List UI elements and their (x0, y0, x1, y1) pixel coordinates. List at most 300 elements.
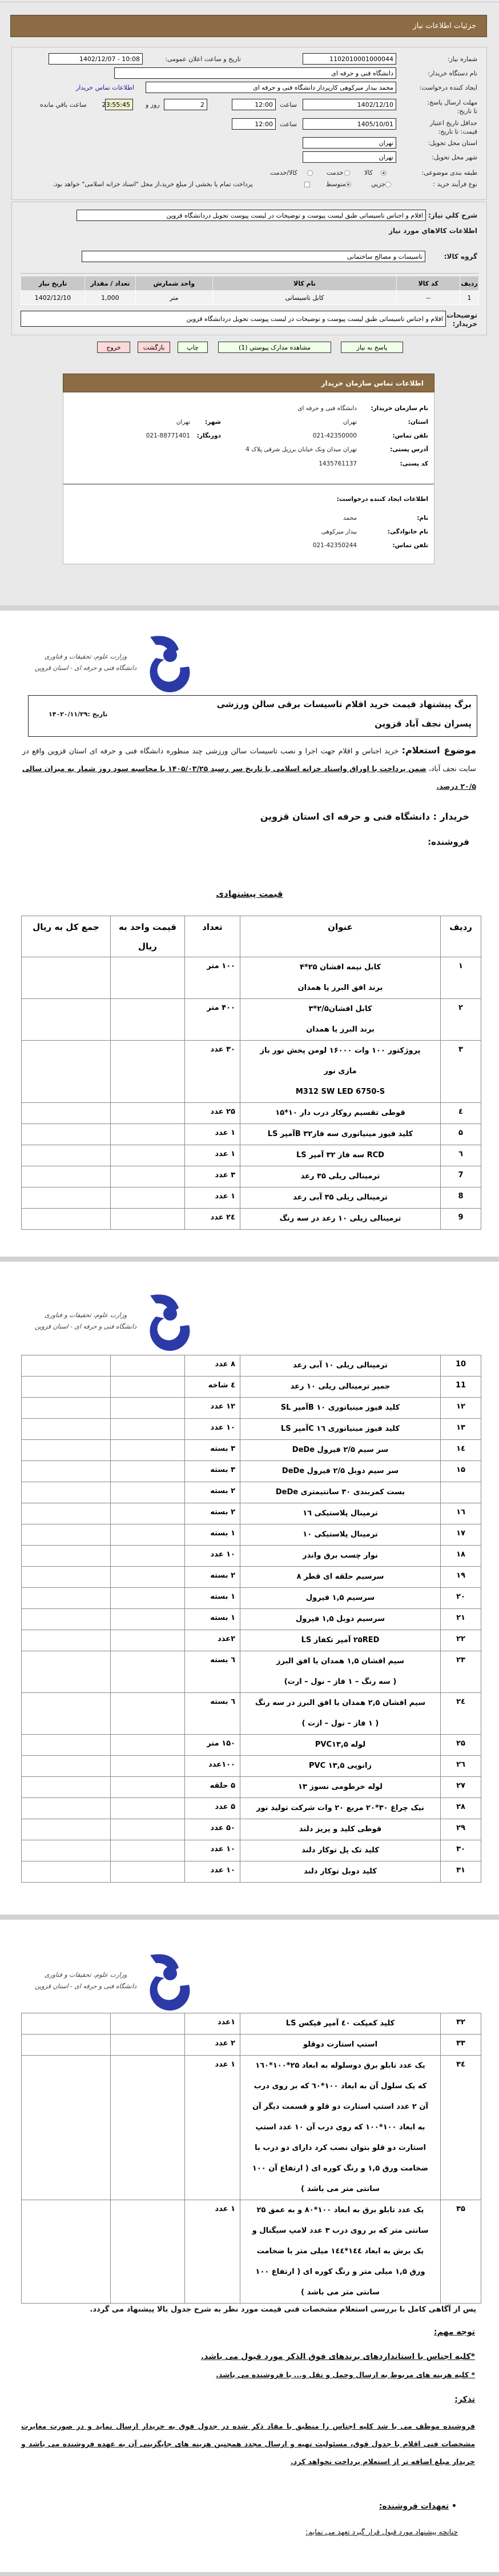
total-price-cell[interactable] (22, 1355, 111, 1377)
item-quantity: ۱ بسته (185, 1609, 240, 1630)
total-price-cell[interactable] (22, 1567, 111, 1588)
price-table (21, 2013, 481, 2304)
total-price-cell[interactable] (22, 1693, 111, 1735)
row-number: ۳٤ (441, 2056, 481, 2200)
commitments-heading: • تعهدات فروشنده: (379, 2502, 457, 2511)
row-number: ۱٤ (441, 1440, 481, 1461)
item-title (240, 1419, 441, 1440)
table-row (22, 1398, 481, 1419)
item-title-line: ترمینالی ریلی ۱۰ آبی رعد (293, 1361, 388, 1370)
item-title-line: استارت دو قلو بتوان نصب کرد دارای دو درب با (255, 2144, 426, 2152)
unit-price-cell[interactable] (111, 1777, 185, 1798)
unit-price-cell[interactable] (111, 1503, 185, 1524)
price-table-page1 (21, 916, 481, 1230)
item-title (240, 1461, 441, 1482)
column-header: جمع کل به ریال (22, 916, 111, 957)
unit-price-cell[interactable] (111, 2056, 185, 2200)
table-row (22, 1482, 481, 1503)
unit-price-cell[interactable] (111, 1145, 185, 1166)
item-quantity: ٦ بسته (185, 1693, 240, 1735)
logo-emblem-icon (139, 1291, 193, 1351)
org-label: نام سازمان خریدار: (371, 405, 428, 412)
item-title-line: جمپر ترمینالی ریلی ۱۰ رعد (290, 1382, 391, 1391)
address-value: تهران میدان ونک خیابان برزیل شرقی پلاک 4 (246, 446, 357, 453)
item-title-line: ترمینالی ریلی ۳۵ رعد (300, 1172, 380, 1181)
item-title-line: سانتی متر می باشد ) (301, 2185, 380, 2193)
important-note-2: * کلیه هزینه های مربوط به ارسال وحمل و نقل و... با فروشنده می باشد. (216, 2370, 475, 2379)
item-title-line: ترمینالی ریلی ۳۵ آبی رعد (293, 1193, 388, 1202)
item-quantity: ۱ عدد (185, 2200, 240, 2304)
table-row (22, 1461, 481, 1482)
item-title-line: ترمینالی ریلی ۱۰ رعد در سه رنگ (279, 1214, 401, 1223)
logo-line2: دانشگاه فنی و حرفه ای - استان قزوین (35, 1983, 137, 1990)
cell-row: 1 (460, 291, 479, 305)
item-title-line: که یک سلول آن به ابعاد ۱۰۰*٦۰ که بر روی درب (253, 2082, 427, 2091)
item-title (240, 1524, 441, 1546)
col-row: ردیف (460, 276, 479, 291)
page-title: جزئیات اطلاعات نیاز (413, 22, 476, 30)
document-title: برگ پیشنهاد قیمت خرید اقلام تاسیسات برقی سالن ورزشی (216, 699, 472, 709)
item-title-line: یک عدد تابلو برق به ابعاد ۱۰۰*۸۰ و به عمق ۲۵ (256, 2206, 424, 2214)
unit-price-cell[interactable] (111, 1609, 185, 1630)
row-number: ۲۸ (441, 1798, 481, 1819)
item-quantity: ۱ بسته (185, 1524, 240, 1546)
contact-title: اطلاعات تماس سازمان خریدار (321, 379, 424, 387)
total-price-cell[interactable] (22, 1041, 111, 1103)
deadline-date-field: 1402/12/10 (303, 99, 396, 110)
row-number: 11 (441, 1377, 481, 1398)
row-number: ۳۱ (441, 1861, 481, 1883)
university-logo (35, 1951, 193, 2011)
item-quantity: ۲۵ عدد (185, 1103, 240, 1124)
total-price-cell[interactable] (22, 1377, 111, 1398)
total-price-cell[interactable] (22, 2056, 111, 2200)
process-radio-minor[interactable] (385, 182, 391, 187)
col-unit: واحد شمارش (135, 276, 212, 291)
item-title-line: ضخامت ورق ۱,۵ و رنگ کوره ای ( ارتفاع آن ۱۰۰ (252, 2164, 429, 2173)
item-quantity: ۴۰۰ متر (185, 999, 240, 1041)
item-title (240, 1166, 441, 1187)
remaining-time-label: ساعت باقي مانده (40, 101, 87, 109)
table-row (22, 1756, 481, 1777)
item-title-line: بست کمربندی ۳۰ سانتیمتری DeDe (275, 1488, 405, 1496)
item-title-line: کلید فیوز مینیاتوری C ۱٦آمپر LS (280, 1425, 400, 1433)
item-quantity: ۳ عدد (185, 1166, 240, 1187)
item-quantity: ۱۲ عدد (185, 1398, 240, 1419)
goods-group-label: گروه کالا: (444, 252, 477, 260)
row-number (441, 1482, 481, 1503)
price-title: قیمت پیشنهادی (216, 889, 283, 899)
row-number: ۳۵ (441, 2200, 481, 2304)
unit-price-cell[interactable] (111, 1546, 185, 1567)
column-header: تعداد (185, 916, 240, 957)
row-number: ۱۳ (441, 1419, 481, 1440)
item-title-line: M312 SW LED 6750-S (295, 1088, 385, 1096)
table-row (22, 1145, 481, 1166)
total-price-cell[interactable] (22, 1798, 111, 1819)
table-row (22, 1355, 481, 1377)
item-title-line: ( ۱ فاز – نول – ازت ) (301, 1719, 379, 1728)
university-logo (35, 632, 193, 693)
need-details-form (0, 0, 499, 605)
subject-payment: ضمن پرداخت با اوراق واسناد خزانه اسلامی با تاریخ سر رسید ۱۴۰۵/۰۳/۲۵ با محاسبه سود روز شمار به میزان سالی ۲۰/۵ درصد. (22, 764, 476, 791)
total-price-cell[interactable] (22, 2200, 111, 2304)
table-row (22, 1124, 481, 1145)
row-number: ۱۸ (441, 1546, 481, 1567)
unit-price-cell[interactable] (111, 1355, 185, 1377)
unit-price-cell[interactable] (111, 1735, 185, 1756)
unit-price-cell[interactable] (111, 1398, 185, 1419)
cell-date: 1402/12/10 (21, 291, 85, 305)
item-title (240, 1819, 441, 1840)
table-row (22, 2013, 481, 2035)
item-quantity: ۵ حلقه (185, 1777, 240, 1798)
postal-code-label: کد پستی: (400, 460, 428, 467)
postal-code-value: 1435761137 (319, 460, 357, 467)
column-header: عنوان (240, 916, 441, 957)
table-row (22, 2056, 481, 2200)
org-value: دانشگاه فنی و حرفه ای (297, 405, 357, 412)
item-quantity: ۱۰ عدد (185, 1546, 240, 1567)
process-radio-medium[interactable] (345, 182, 351, 187)
table-row (22, 1651, 481, 1693)
item-title-line: سر سیم دوبل ۲/۵ فیرول DeDe (281, 1467, 399, 1475)
unit-price-cell[interactable] (111, 2013, 185, 2035)
item-title-line: پروژکتور ۱۰۰ وات ۱۶۰۰۰ لومن پخش نور باز (260, 1046, 421, 1055)
back-button[interactable]: بازگشت (138, 342, 170, 353)
item-quantity: ۱ عدد (185, 1187, 240, 1209)
view-attachments-button[interactable]: مشاهده مدارک پیوستي (1) (218, 342, 331, 353)
total-price-cell[interactable] (22, 1209, 111, 1230)
total-price-cell[interactable] (22, 1440, 111, 1461)
table-row (22, 1503, 481, 1524)
item-title (240, 1041, 441, 1103)
unit-price-cell[interactable] (111, 2200, 185, 2304)
total-price-cell[interactable] (22, 1103, 111, 1124)
total-price-cell[interactable] (22, 1735, 111, 1756)
contact-province-label: استان: (408, 419, 428, 426)
page-separator (0, 605, 499, 611)
contact-city-label: شهر: (205, 419, 221, 426)
unit-price-cell[interactable] (111, 1756, 185, 1777)
goods-section-title: اطلاعات کالاهاي مورد نياز (389, 227, 477, 235)
row-number: ۲۳ (441, 1651, 481, 1693)
unit-price-cell[interactable] (111, 1567, 185, 1588)
goods-table (21, 276, 479, 305)
item-title-line: سیم افشان ۱,۵ همدان یا افق البرز (276, 1657, 404, 1666)
contact-header (63, 374, 434, 392)
table-row (22, 1419, 481, 1440)
unit-price-cell[interactable] (111, 1630, 185, 1651)
unit-price-cell[interactable] (111, 1588, 185, 1609)
total-price-cell[interactable] (22, 1861, 111, 1883)
item-title-line: سرسیم دوبل ۱,۵ فیرول (295, 1615, 385, 1623)
row-number: ۲۲ (441, 1630, 481, 1651)
city-label: شهر محل تحویل: (432, 154, 477, 161)
row-number: ۳۳ (441, 2035, 481, 2056)
total-price-cell[interactable] (22, 1461, 111, 1482)
item-title-line: کلید دوبل توکار دلند (304, 1867, 377, 1876)
price-table (21, 916, 481, 1230)
reply-button[interactable]: پاسخ به نیاز (341, 342, 403, 353)
process-label: نوع فرآیند خرید : (433, 180, 477, 188)
row-number: ۱۷ (441, 1524, 481, 1546)
total-price-cell[interactable] (22, 2035, 111, 2056)
total-price-cell[interactable] (22, 1166, 111, 1187)
total-price-cell[interactable] (22, 1819, 111, 1840)
table-row (22, 1735, 481, 1756)
logo-line2: دانشگاه فنی و حرفه ای - استان قزوین (35, 1323, 137, 1330)
col-name: نام کالا (212, 276, 397, 291)
item-title-line: قوطی کلید و پریز دلند (299, 1825, 382, 1833)
subject-label: موضوع استعلام: (401, 745, 476, 756)
item-title-line: لوله PVC۱۳,۵ (315, 1740, 366, 1749)
unit-price-cell[interactable] (111, 1166, 185, 1187)
item-title (240, 1588, 441, 1609)
validity-time-label: ساعت (280, 121, 297, 128)
category-option-goods-service: کالا/خدمت (270, 169, 297, 176)
unit-price-cell[interactable] (111, 1209, 185, 1230)
item-title-line: سیم افشان ۲,۵ همدان یا افق البرز در سه رنگ (255, 1699, 425, 1707)
item-quantity: ۳ بسته (185, 1440, 240, 1461)
description-field: اقلام و اجناس تاسیساتی طبق لیست پیوست و توضیحات در لیست پیوست تحویل دردانشگاه قزوین (77, 210, 426, 221)
unit-price-cell[interactable] (111, 1861, 185, 1883)
item-title (240, 1609, 441, 1630)
row-number: ۲٤ (441, 1693, 481, 1735)
unit-price-cell[interactable] (111, 1041, 185, 1103)
item-title (240, 1145, 441, 1166)
logo-emblem-icon (139, 1951, 193, 2011)
unit-price-cell[interactable] (111, 2035, 185, 2056)
item-quantity: ۱۰ عدد (185, 1861, 240, 1883)
category-radio-goods[interactable] (381, 170, 387, 176)
unit-price-cell[interactable] (111, 1840, 185, 1861)
item-title (240, 2035, 441, 2056)
item-title-line: کابل افشان۲/۵*۳ (308, 1005, 372, 1013)
item-quantity: ۳۰ عدد (185, 1041, 240, 1103)
table-row (22, 1777, 481, 1798)
unit-price-cell[interactable] (111, 1651, 185, 1693)
total-price-cell[interactable] (22, 957, 111, 999)
days-remaining-field: 2 (164, 99, 207, 110)
cell-qty: 1,000 (84, 291, 135, 305)
row-number: ۲٦ (441, 1756, 481, 1777)
cell-name: کابل تاسیساتی (212, 291, 397, 305)
row-number: ٦ (441, 1145, 481, 1166)
need-number-field: 1102010001000044 (303, 53, 396, 65)
exit-button[interactable]: خروج (97, 342, 130, 353)
unit-price-cell[interactable] (111, 1461, 185, 1482)
item-quantity: ۲ بسته (185, 1503, 240, 1524)
first-name-value: محمد (343, 515, 357, 521)
table-row (22, 1630, 481, 1651)
unit-price-cell[interactable] (111, 1524, 185, 1546)
last-name-label: نام خانوادگی: (387, 528, 428, 535)
item-title-line: نیک چراغ ۳۰*۲۰ مربع ۲۰ وات شرکت تولید نور (256, 1804, 424, 1812)
table-row (22, 1567, 481, 1588)
total-price-cell[interactable] (22, 999, 111, 1041)
price-table (21, 1355, 481, 1883)
item-quantity: ۱ بسته (185, 1588, 240, 1609)
total-price-cell[interactable] (22, 2013, 111, 2035)
total-price-cell[interactable] (22, 1630, 111, 1651)
row-number: ۳۲ (441, 2013, 481, 2035)
print-button[interactable]: چاپ (178, 342, 208, 353)
item-quantity: ۱۵۰ متر (185, 1735, 240, 1756)
item-title-line: آن ۲ عدد استپ استارت دو قلو و قسمت دیگر آن (252, 2102, 428, 2111)
logo-line1: وزارت علوم، تحقیقات و فناوری (44, 653, 127, 660)
table-row (22, 1041, 481, 1103)
contact-city-value: تهران (176, 419, 190, 426)
total-price-cell[interactable] (22, 1588, 111, 1609)
days-label: روز و (146, 101, 160, 109)
row-number: ۱ (441, 957, 481, 999)
item-title (240, 1840, 441, 1861)
item-title-line: ترمینال پلاستیکی ۱٦ (303, 1509, 378, 1518)
col-date: تاریخ نیاز (21, 276, 85, 291)
item-title-line: کلید فیوز مینیاتوری سه فازB ۳۲آمپر LS (267, 1130, 413, 1138)
buyer-contact-link[interactable]: اطلاعات تماس خریدار (76, 84, 134, 91)
phone-label: تلفن تماس: (392, 432, 428, 439)
total-price-cell[interactable] (22, 1840, 111, 1861)
unit-price-cell[interactable] (111, 1124, 185, 1145)
item-quantity: ۳ بسته (185, 1461, 240, 1482)
item-title-line: ورق ۱,۵ میلی متر و رنگ کوره ای ( ارتفاع ۱۰۰ (255, 2268, 425, 2276)
table-row (22, 1861, 481, 1883)
unit-price-cell[interactable] (111, 1693, 185, 1735)
item-quantity: ۱۰۰عدد (185, 1756, 240, 1777)
item-title (240, 1187, 441, 1209)
column-header: ردیف (441, 916, 481, 957)
unit-price-cell[interactable] (111, 957, 185, 999)
treasury-checkbox[interactable] (304, 182, 310, 187)
item-quantity: ۱۰ عدد (185, 1840, 240, 1861)
total-price-cell[interactable] (22, 1124, 111, 1145)
item-title-line: ( سه رنگ – ۱ فاز – نول – ارت) (284, 1678, 397, 1686)
important-note-1: *کلیه اجناس با استانداردهای برندهای فوق الذکر مورد قبول می باشد. (200, 2352, 475, 2361)
creator-phone-label: تلفن تماس: (392, 542, 428, 549)
price-table-page3 (21, 2013, 481, 2304)
total-price-cell[interactable] (22, 1398, 111, 1419)
divider (21, 273, 479, 274)
buyer-org-label: نام دستگاه خریدار: (428, 70, 477, 77)
row-number: ۲۵ (441, 1735, 481, 1756)
unit-price-cell[interactable] (111, 1377, 185, 1398)
item-title-line: کلید تک پل توکار دلند (301, 1846, 379, 1855)
item-title (240, 2013, 441, 2035)
item-title (240, 1377, 441, 1398)
fax-value: 021-88771401 (146, 432, 190, 439)
unit-price-cell[interactable] (111, 999, 185, 1041)
goods-group-field: تاسیسات و مصالح ساختمانی (82, 251, 425, 262)
commitments-text: چنانچه پیشنهاد مورد قبول قرار گیرد تعهد می نمایم: (305, 2527, 458, 2536)
item-quantity: ۲ عدد (185, 2035, 240, 2056)
item-quantity: ۸ عدد (185, 1355, 240, 1377)
remaining-time-field: 23:55:45 (105, 99, 133, 110)
table-row (22, 1609, 481, 1630)
item-title (240, 2056, 441, 2200)
table-row (22, 1187, 481, 1209)
unit-price-cell[interactable] (111, 1419, 185, 1440)
row-number: 8 (441, 1187, 481, 1209)
total-price-cell[interactable] (22, 1756, 111, 1777)
closing-text: پس از آگاهی کامل با بررسی استعلام مشخصات فنی قیمت مورد نظر به شرح جدول بالا پیشنهاد می گردد. (90, 2305, 476, 2314)
table-row (22, 999, 481, 1041)
item-title-line: ۲۵RED آمپر تکفاز LS (301, 1636, 380, 1644)
page-separator (0, 2572, 499, 2576)
university-logo (35, 1291, 193, 1351)
item-title (240, 957, 441, 999)
item-title-line: یک برش به ابعاد ۱٤٤*۱٤٤ میلی متر با ضخامت (256, 2247, 424, 2256)
total-price-cell[interactable] (22, 1524, 111, 1546)
subject-text: خرید اجناس و اقلام جهت اجرا و نصب تاسیسات سالن ورزشی چند منظوره دانشگاه فنی و حرفه ای استان قزوین واقع در سایت نجف آباد، (22, 747, 476, 773)
item-title-line: RCD سه فاز ۳۲ آمپر LS (296, 1151, 384, 1159)
unit-price-cell[interactable] (111, 1798, 185, 1819)
unit-price-cell[interactable] (111, 1187, 185, 1209)
price-table-header (22, 916, 481, 957)
total-price-cell[interactable] (22, 1546, 111, 1567)
total-price-cell[interactable] (22, 1651, 111, 1693)
creator-info-title: اطلاعات ایجاد کننده درخواست: (336, 496, 428, 503)
total-price-cell[interactable] (22, 1419, 111, 1440)
total-price-cell[interactable] (22, 1777, 111, 1798)
table-row (22, 1840, 481, 1861)
row-number: ۱٦ (441, 1503, 481, 1524)
total-price-cell[interactable] (22, 1145, 111, 1166)
category-label: طبقه بندی موضوعی: (421, 169, 477, 176)
process-option-minor: جزیي (371, 180, 386, 188)
description-label: شرح کلي نياز: (428, 211, 477, 219)
item-quantity: ۵۰ عدد (185, 1819, 240, 1840)
price-table-page2 (21, 1355, 481, 1883)
item-quantity: ۲ بسته (185, 1567, 240, 1588)
unit-price-cell[interactable] (111, 1482, 185, 1503)
commitments-title: تعهدات فروشنده: (379, 2502, 449, 2511)
item-quantity: ٦ بسته (185, 1651, 240, 1693)
table-row (22, 957, 481, 999)
unit-price-cell[interactable] (111, 1440, 185, 1461)
cell-code: -- (397, 291, 460, 305)
total-price-cell[interactable] (22, 1503, 111, 1524)
item-title (240, 1124, 441, 1145)
row-number: 9 (441, 1209, 481, 1230)
unit-price-cell[interactable] (111, 1819, 185, 1840)
total-price-cell[interactable] (22, 1609, 111, 1630)
row-number: ۳۰ (441, 1840, 481, 1861)
item-title-line: کابل نیمه افشان ۲۵*۴ (299, 963, 381, 972)
creator-field: محمد بیدار میرکوهی کارپرداز دانشگاه فنی و حرفه ای (146, 82, 396, 93)
university-logo (35, 1291, 193, 1351)
validity-time-field: 12:00 (232, 118, 276, 130)
item-quantity: ۲ بسته (185, 1482, 240, 1503)
table-row (22, 2035, 481, 2056)
item-title (240, 1503, 441, 1524)
item-title-line: استپ استارت دوقلو (303, 2040, 378, 2049)
buyer-line: خریدار : دانشگاه فنی و حرفه ای استان قزوین (260, 811, 469, 822)
table-row (22, 1209, 481, 1230)
item-title (240, 1440, 441, 1461)
category-radio-service[interactable] (344, 170, 350, 176)
item-quantity: ۵ عدد (185, 1798, 240, 1819)
total-price-cell[interactable] (22, 1187, 111, 1209)
deadline-label: مهلت ارسال پاسخ: تا تاریخ: (427, 99, 477, 115)
table-row (22, 1546, 481, 1567)
total-price-cell[interactable] (22, 1482, 111, 1503)
column-header: قیمت واحد به ریال (111, 916, 185, 957)
unit-price-cell[interactable] (111, 1103, 185, 1124)
category-radio-goods-service[interactable] (307, 170, 313, 176)
item-quantity: ٤ شاخه (185, 1377, 240, 1398)
